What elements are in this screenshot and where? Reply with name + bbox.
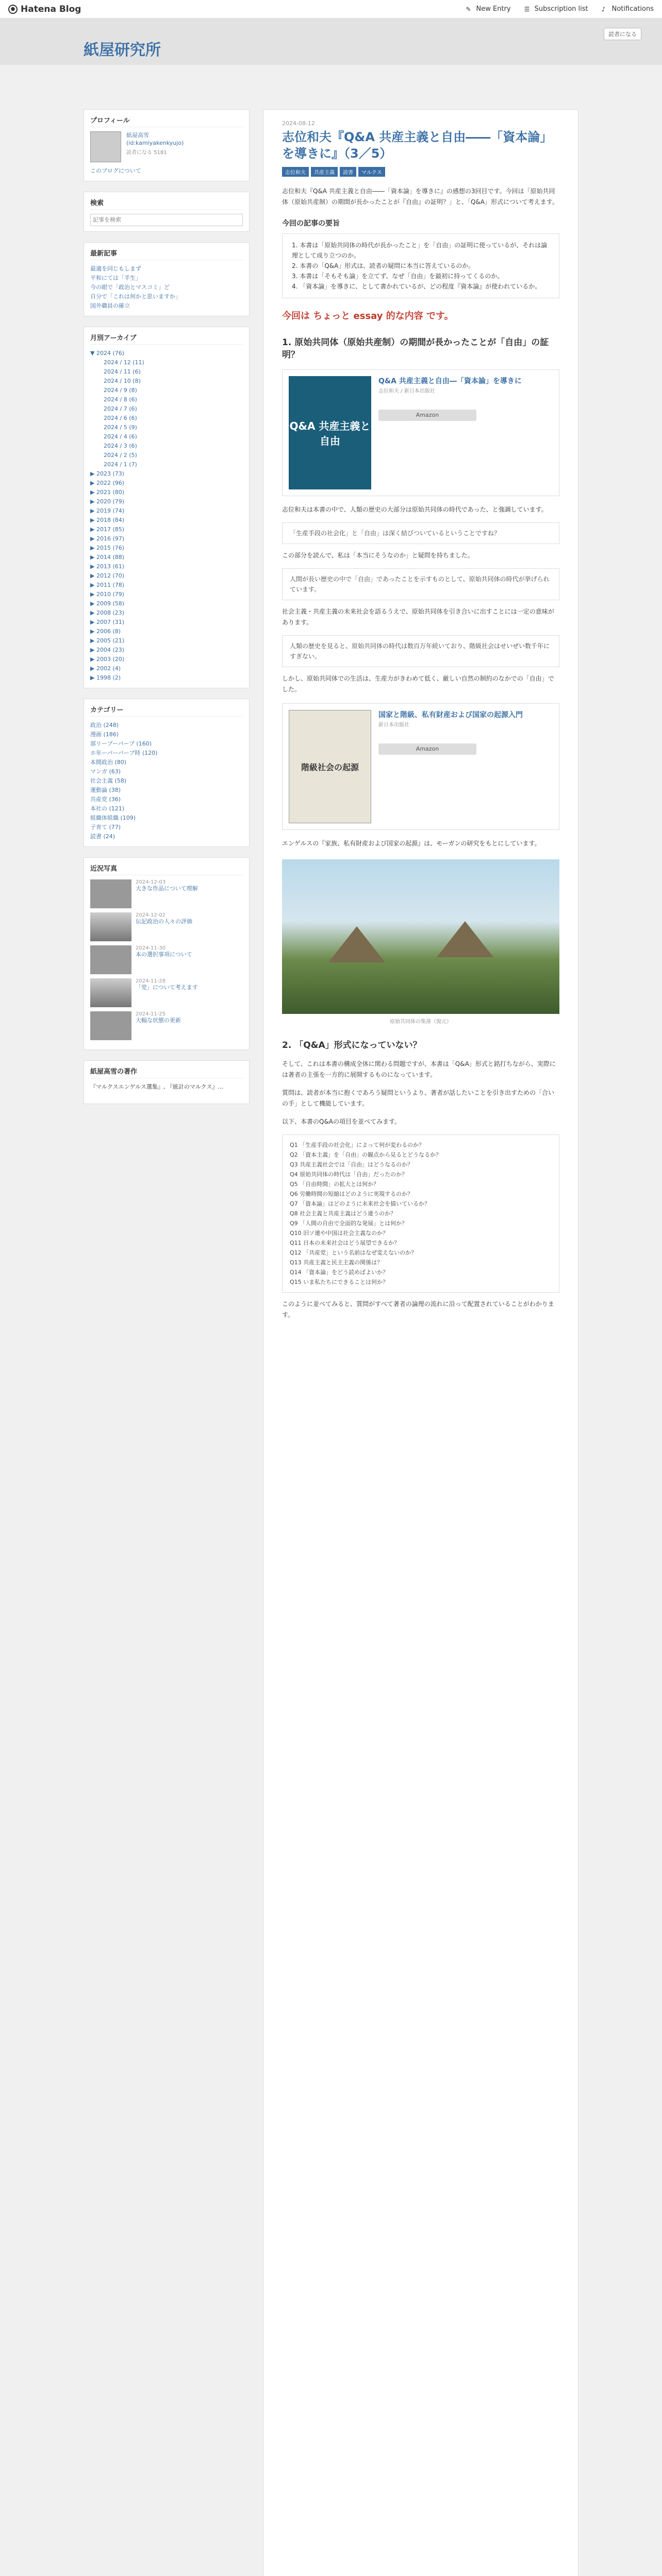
archive-year[interactable]: ▼ 2024 (76)	[90, 350, 125, 357]
post-date: 2024-12-02	[136, 912, 166, 918]
archive-year[interactable]: ▶ 2004 (23)	[90, 647, 125, 653]
question-item: Q15 いま私たちにできることは何か？	[290, 1279, 389, 1285]
photo-caption: 原始共同体の集落（復元）	[390, 1019, 452, 1025]
question-item: Q8 社会主義と共産主義はどう違うのか？	[290, 1210, 396, 1217]
recent-module	[84, 242, 250, 316]
question-item: Q6 労働時間の短縮はどのように実現するのか？	[290, 1191, 413, 1197]
archive-year[interactable]: ▶ 2019 (74)	[90, 507, 125, 514]
question-item: Q9 「人間の自由で全面的な発展」とは何か？	[290, 1220, 408, 1227]
recent-posts-module	[84, 857, 250, 1050]
post-date: 2024-11-30	[136, 945, 166, 951]
recent-link[interactable]: 平和にては「半生」	[90, 275, 141, 281]
paragraph: 以下、本書のQ&Aの項目を並べてみます。	[282, 1118, 401, 1125]
summary-item: 3. 本書は「そもそも論」を立てず、なぜ「自由」を最初に持ってくるのか。	[292, 273, 504, 280]
summary-item: 2. 本書の「Q&A」形式は、読者の疑問に本当に答えているのか。	[292, 262, 475, 269]
archive-month[interactable]: 2024 / 1 (7)	[104, 461, 137, 468]
category-link[interactable]: 組織体組織 (109)	[90, 815, 136, 821]
logo-text: Hatena Blog	[21, 4, 81, 14]
search-heading: 検索	[90, 197, 243, 210]
hut-shape	[328, 926, 385, 962]
post-thumbnail[interactable]	[90, 945, 131, 974]
recent-post[interactable]	[90, 912, 243, 941]
emphasis-line: 今回は ちょっと essay 的な内容 です。	[282, 311, 454, 321]
archive-year[interactable]: ▶ 1998 (2)	[90, 674, 121, 681]
archive-year[interactable]: ▶ 2008 (23)	[90, 609, 125, 616]
post-thumbnail[interactable]	[90, 912, 131, 941]
recent-posts-heading: 近況写真	[90, 863, 243, 875]
list-icon: ☰	[524, 5, 530, 13]
category-link[interactable]: 部リーブーパーブ (160)	[90, 740, 152, 747]
question-item: Q14 「資本論」をどう読めばよいか？	[290, 1269, 389, 1276]
category-heading: カテゴリー	[90, 704, 243, 717]
bell-icon: ♪	[601, 5, 606, 13]
post-date: 2024-11-25	[136, 1011, 166, 1017]
section-heading-2: 2. 「Q&A」形式になっていない？	[282, 1040, 422, 1050]
category-link[interactable]: 子育て (77)	[90, 824, 121, 831]
archive-month[interactable]: 2024 / 11 (6)	[104, 368, 141, 375]
question-item: Q12 「共産党」という名前はなぜ変えないのか？	[290, 1249, 417, 1256]
category-tag[interactable]: 読書	[340, 167, 356, 177]
post-thumbnail[interactable]	[90, 978, 131, 1007]
category-link[interactable]: マンガ (63)	[90, 768, 121, 775]
summary-box	[282, 233, 559, 298]
question-item: Q10 旧ソ連や中国は社会主義なのか？	[290, 1230, 389, 1236]
blockquote: 人類の歴史を見ると、原始共同体の時代は数百万年続いており、階級社会はせいぜい数千年にすぎない。	[282, 635, 559, 667]
archive-year[interactable]: ▶ 2009 (58)	[90, 600, 125, 607]
post-thumbnail[interactable]	[90, 879, 131, 908]
archive-year[interactable]: ▶ 2013 (61)	[90, 563, 125, 570]
question-list	[282, 1134, 559, 1293]
archive-year[interactable]: ▶ 2018 (84)	[90, 517, 125, 523]
archive-year[interactable]: ▶ 2003 (20)	[90, 656, 125, 663]
post-thumbnail[interactable]	[90, 1011, 131, 1040]
category-link[interactable]: 社会主義 (58)	[90, 777, 127, 784]
archive-year[interactable]: ▶ 2006 (8)	[90, 628, 121, 635]
archive-year[interactable]: ▶ 2011 (78)	[90, 582, 125, 588]
archive-module	[84, 327, 250, 688]
amazon-button[interactable]: Amazon	[378, 743, 476, 755]
archive-heading: 月別アーカイブ	[90, 332, 243, 345]
paragraph: この部分を読んで、私は「本当にそうなのか」と疑問を持ちました。	[282, 552, 474, 559]
article-title[interactable]: 志位和夫『Q&A 共産主義と自由――「資本論」を導きに』（3／5）	[282, 130, 553, 161]
summary-heading: 今回の記事の要旨	[282, 219, 340, 228]
subscribe-button[interactable]: 読者になる	[604, 28, 641, 40]
about-blog-link[interactable]: このブログについて	[90, 167, 141, 174]
profile-name[interactable]: 紙屋高雪	[126, 132, 149, 139]
archive-month[interactable]: 2024 / 8 (6)	[104, 396, 137, 403]
archive-year[interactable]: ▶ 2021 (80)	[90, 489, 125, 496]
post-title[interactable]: 本の選択事項について	[136, 951, 192, 958]
hut-shape	[437, 921, 493, 957]
book-title[interactable]: Q&A 共産主義と自由―「資本論」を導きに	[378, 377, 522, 385]
book-meta: 志位和夫 / 新日本出版社	[378, 388, 435, 394]
archive-year[interactable]: ▶ 2010 (79)	[90, 591, 125, 598]
post-title[interactable]: 「党」について考えます	[136, 984, 198, 991]
blockquote: 「生産手段の社会化」と「自由」は深く結びついているということですね？	[282, 522, 559, 544]
question-item: Q1 「生産手段の社会化」によって何が変わるのか？	[290, 1142, 425, 1148]
post-title[interactable]: 大幅な状態の更新	[136, 1017, 181, 1024]
archive-year[interactable]: ▶ 2014 (88)	[90, 554, 125, 561]
question-item: Q7 「資本論」はどのように未来社会を描いているか？	[290, 1200, 431, 1207]
paragraph: 志位和夫は本書の中で、人類の歴史の大部分は原始共同体の時代であった、と強調しています。	[282, 506, 548, 513]
archive-year[interactable]: ▶ 2020 (79)	[90, 498, 125, 505]
archive-month[interactable]: 2024 / 2 (5)	[104, 452, 137, 459]
archive-month[interactable]: 2024 / 5 (9)	[104, 424, 137, 431]
category-link[interactable]: ホ年ーパーバーブ時 (120)	[90, 750, 158, 756]
summary-item: 4. 「資本論」を導きに、として書かれているが、どの程度『資本論』が使われているか。	[292, 283, 541, 290]
category-link[interactable]: 共産党 (36)	[90, 796, 121, 803]
category-tag[interactable]: 志位和夫	[282, 167, 309, 177]
profile-heading: プロフィール	[90, 115, 243, 127]
question-item: Q4 原始共同体の時代は「自由」だったのか？	[290, 1171, 408, 1178]
archive-month[interactable]: 2024 / 4 (6)	[104, 433, 137, 440]
subscription-label: Subscription list	[534, 5, 588, 13]
archive-year[interactable]: ▶ 2017 (85)	[90, 526, 125, 533]
top-bar	[0, 0, 662, 19]
recent-post[interactable]	[90, 945, 243, 974]
category-link[interactable]: 漫画 (186)	[90, 731, 119, 738]
pencil-icon: ✎	[466, 5, 471, 13]
category-link[interactable]: 読書 (24)	[90, 833, 115, 840]
archive-month[interactable]: 2024 / 12 (11)	[104, 359, 144, 366]
paragraph: 質問は、読者が本当に抱くであろう疑問というより、著者が話したいことを引き出すための「合いの手」として機能しています。	[282, 1089, 555, 1107]
question-item: Q5 「自由時間」の拡大とは何か？	[290, 1181, 379, 1188]
archive-month[interactable]: 2024 / 10 (8)	[104, 378, 141, 384]
category-link[interactable]: 政治 (248)	[90, 722, 119, 728]
book-cover[interactable]: Q&A 共産主義と自由	[289, 376, 371, 489]
book-cover[interactable]: 階級社会の起源	[289, 710, 371, 823]
paragraph: そして、これは本書の構成全体に関わる問題ですが、本書は「Q&A」形式と銘打ちながら、実際には著者の主張を一方的に展開するものになっています。	[282, 1060, 556, 1078]
category-link[interactable]: 本間政治 (80)	[90, 759, 127, 766]
archive-year[interactable]: ▶ 2002 (4)	[90, 665, 121, 672]
category-tag[interactable]: マルクス	[358, 167, 385, 177]
new-entry-link[interactable]	[466, 5, 511, 13]
blog-title[interactable]: 紙屋研究所	[84, 42, 161, 59]
book-title[interactable]: 国家と階級、私有財産および国家の起源入門	[378, 711, 523, 719]
archive-year[interactable]: ▶ 2016 (97)	[90, 535, 125, 542]
recent-link[interactable]: 自分で「これは何かと思いますか」	[90, 293, 181, 300]
question-item: Q3 共産主義社会では「自由」はどうなるのか？	[290, 1161, 413, 1168]
category-module	[84, 699, 250, 847]
recent-post[interactable]	[90, 879, 243, 908]
subscription-list-link[interactable]	[524, 5, 588, 13]
sidebar	[84, 109, 250, 1114]
question-item: Q11 日本の未来社会はどう展望できるか？	[290, 1240, 400, 1246]
notifications-link[interactable]	[602, 5, 654, 13]
recent-link[interactable]: 国外職員の確立	[90, 302, 130, 309]
paragraph: エンゲルスの『家族、私有財産および国家の起源』は、モーガンの研究をもとにしています。	[282, 840, 541, 847]
book-embed[interactable]	[282, 369, 559, 496]
post-date: 2024-12-03	[136, 879, 166, 885]
search-input[interactable]	[90, 214, 243, 226]
amazon-button[interactable]: Amazon	[378, 410, 476, 421]
article-date[interactable]: 2024-08-12	[282, 120, 315, 127]
paragraph: 社会主義・共産主義の未来社会を語るうえで、原始共同体を引き合いに出すことには一定の意味があります。	[282, 608, 554, 626]
author-works-module	[84, 1060, 250, 1104]
recent-link[interactable]: 最適を同じもしまず	[90, 265, 141, 272]
summary-item: 1. 本書は「原始共同体の時代が長かったこと」を「自由」の証明に使っているが、それは論理として成り立つのか。	[292, 242, 548, 259]
author-heading: 紙屋高雪の著作	[90, 1066, 243, 1078]
post-date: 2024-11-28	[136, 978, 166, 984]
blog-header	[0, 19, 662, 65]
archive-year[interactable]: ▶ 2023 (73)	[90, 470, 125, 477]
category-link[interactable]: 本社の (121)	[90, 805, 125, 812]
question-item: Q2 「資本主義」を「自由」の観点から見るとどうなるか？	[290, 1151, 442, 1158]
article	[263, 109, 578, 2576]
post-title[interactable]: 伝記政治の人々の評価	[136, 918, 192, 925]
archive-year[interactable]: ▶ 2005 (21)	[90, 637, 125, 644]
section-heading-1: 1. 原始共同体（原始共産制）の期間が長かったことが「自由」の証明？	[282, 337, 549, 360]
category-link[interactable]: 運動論 (38)	[90, 787, 121, 793]
archive-month[interactable]: 2024 / 7 (6)	[104, 405, 137, 412]
notifications-label: Notifications	[611, 5, 654, 13]
paragraph: しかし、原始共同体での生活は、生産力がきわめて低く、厳しい自然の制約のなかでの「自由」でした。	[282, 675, 554, 693]
new-entry-label: New Entry	[476, 5, 511, 13]
hatena-logo[interactable]	[8, 4, 81, 14]
recent-post[interactable]	[90, 978, 243, 1007]
post-title[interactable]: 大きな作品について理解	[136, 885, 198, 892]
recent-link[interactable]: 今の眼で「政治とマスコミ」ど	[90, 284, 170, 291]
question-item: Q13 共産主義と民主主義の関係は？	[290, 1259, 383, 1266]
author-text: 『マルクスエンゲルス選集』, 『統計のマルクス』…	[90, 1083, 224, 1090]
avatar[interactable]	[90, 131, 121, 162]
archive-month[interactable]: 2024 / 3 (6)	[104, 443, 137, 449]
hatena-logo-icon: ●	[8, 5, 18, 14]
profile-module	[84, 109, 250, 181]
search-module	[84, 192, 250, 232]
ancient-village-photo	[282, 859, 559, 1014]
archive-year[interactable]: ▶ 2015 (76)	[90, 545, 125, 551]
profile-id[interactable]: (id:kamiyakenkyujo)	[126, 140, 184, 146]
paragraph: このように並べてみると、質問がすべて著者の論理の流れに沿って配置されていることがわかります。	[282, 1300, 554, 1318]
readers-count[interactable]: 読者になる 5181	[126, 150, 167, 156]
book-embed[interactable]	[282, 703, 559, 830]
archive-year[interactable]: ▶ 2007 (31)	[90, 619, 125, 625]
archive-month[interactable]: 2024 / 6 (6)	[104, 415, 137, 421]
book-meta: 新日本出版社	[378, 722, 409, 728]
recent-post[interactable]	[90, 1011, 243, 1040]
recent-heading: 最新記事	[90, 248, 243, 260]
blockquote: 人間が長い歴史の中で「自由」であったことを示すものとして、原始共同体の時代が挙げられています。	[282, 568, 559, 600]
paragraph: 志位和夫『Q&A 共産主義と自由――「資本論」を導きに』の感想の3回目です。今回は「原始共同体（原始共産制）の期間が長かったことが『自由』の証明？」と、「Q&A」形式について考えます。	[282, 188, 558, 206]
category-tag[interactable]: 共産主義	[311, 167, 338, 177]
archive-year[interactable]: ▶ 2012 (70)	[90, 572, 125, 579]
archive-month[interactable]: 2024 / 9 (8)	[104, 387, 137, 394]
archive-year[interactable]: ▶ 2022 (96)	[90, 480, 125, 486]
